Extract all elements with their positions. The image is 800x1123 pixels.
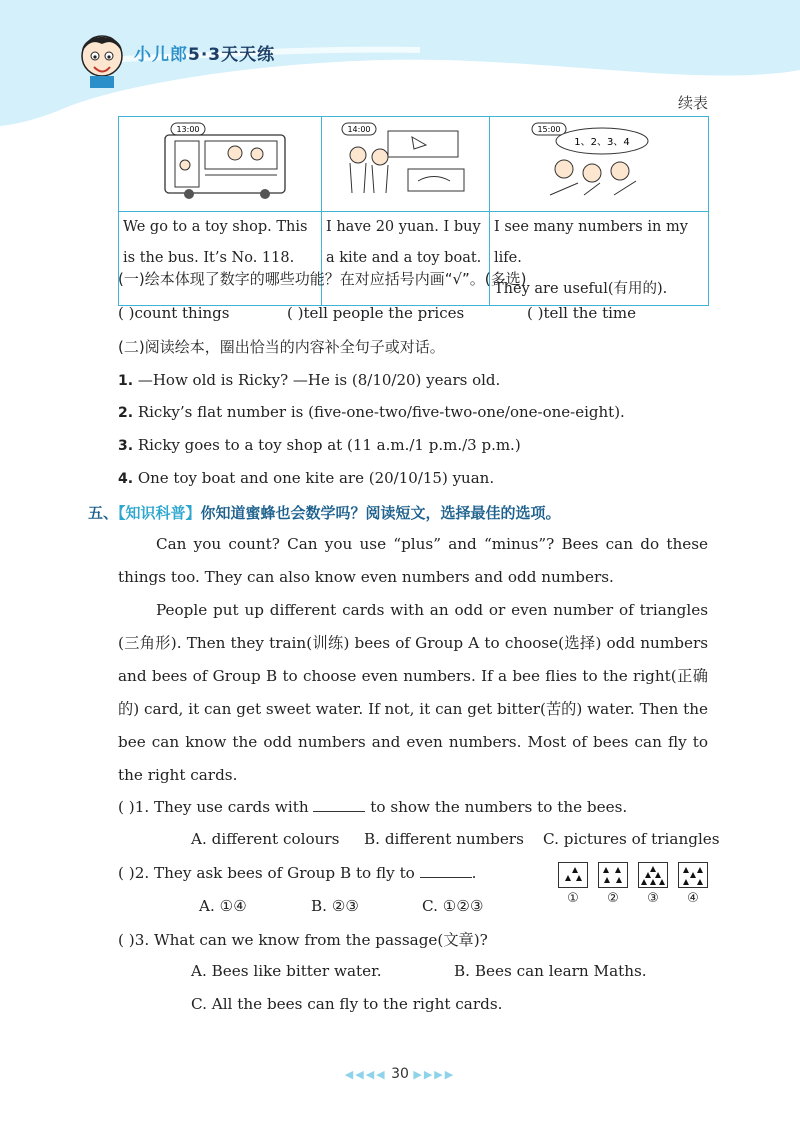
triangle-card-2 [598, 862, 628, 888]
bus-illustration-icon [119, 117, 322, 199]
option-count-things[interactable]: ( )count things [118, 304, 230, 322]
answer-bracket[interactable]: ( ) [118, 864, 135, 882]
triangle-card-1 [558, 862, 588, 888]
passage [118, 528, 708, 792]
toy-shop-illustration-icon [322, 117, 490, 199]
card-label-1: ① [567, 891, 579, 906]
story-text-3-line-2: They are useful(有用的). [494, 281, 668, 297]
section-number: 五、 [88, 504, 119, 522]
card-label-4: ④ [687, 891, 699, 906]
part2-question-4 [118, 467, 494, 490]
numbers-illustration-icon [490, 117, 709, 199]
q1-option-c[interactable]: C. pictures of triangles [543, 830, 720, 848]
q3-option-c[interactable]: C. All the bees can fly to the right cards. [191, 995, 503, 1013]
section-instruction: 你知道蜜蜂也会数学吗？阅读短文，选择最佳的选项。 [200, 504, 561, 522]
question-3 [118, 929, 488, 950]
q1-option-b[interactable]: B. different numbers [364, 830, 524, 848]
q2-option-c[interactable]: C. ①②③ [422, 897, 484, 915]
part2-question-3 [118, 434, 521, 457]
story-text-1 [119, 212, 322, 306]
question-2-end: . [471, 864, 477, 882]
story-text-3-line-1: I see many numbers in my life. [494, 219, 688, 266]
part1-instruction: (一)绘本体现了数字的哪些功能？在对应括号内画“√”。(多选) [118, 270, 527, 288]
part2-instruction: (二)阅读绘本，圈出恰当的内容补全句子或对话。 [118, 338, 445, 356]
passage-paragraph-2: People put up different cards with an odd or even number of triangles (三角形). Then they train(训练) bees of Group A to choose(选择) odd numbers and bees of Group B to choose even numbers. If a bee flies to the right(正确的) card, it can get sweet water. If not, it can get bitter(苦的) water. Then the bee can know the odd numbers and even numbers. Most of bees can fly to the right cards. [118, 601, 708, 784]
three-triangles-icon [559, 863, 587, 887]
triangle-card-4 [678, 862, 708, 888]
q2-option-a[interactable]: A. ①④ [199, 897, 247, 915]
four-triangles-icon [599, 863, 627, 887]
story-text-2-line-1: I have 20 yuan. I buy [326, 219, 481, 235]
option-tell-prices[interactable]: ( )tell people the prices [287, 304, 465, 322]
question-1-stem-start: 1. They use cards with [134, 798, 314, 816]
question-number: 4. [118, 471, 134, 487]
time-label-2: 14:00 [347, 125, 371, 134]
question-number: 2. [118, 405, 134, 421]
passage-paragraph-1: Can you count? Can you use “plus” and “minus”? Bees can do these things too. They can also know even numbers and odd numbers. [118, 535, 708, 586]
story-text-2 [322, 212, 490, 306]
story-text-1-line-2: is the bus. It’s No. 118. [123, 250, 295, 266]
question-1-stem-end: to show the numbers to the bees. [365, 798, 628, 816]
q3-option-b[interactable]: B. Bees can learn Maths. [454, 962, 647, 980]
question-text[interactable]: Ricky goes to a toy shop at (11 a.m./1 p.m./3 p.m.) [133, 436, 521, 454]
story-text-3 [490, 212, 709, 306]
page-number: 30 [391, 1066, 409, 1082]
q2-option-b[interactable]: B. ②③ [311, 897, 360, 915]
card-label-2: ② [607, 891, 619, 906]
right-arrows-icon: ▶▶▶▶ [413, 1068, 456, 1081]
story-picture-bus [119, 117, 322, 212]
time-label-1: 13:00 [176, 125, 200, 134]
question-3-stem: 3. What can we know from the passage(文章)? [134, 931, 488, 949]
question-text[interactable]: One toy boat and one kite are (20/10/15) yuan. [133, 469, 495, 487]
question-1 [118, 797, 627, 816]
brand-title [134, 40, 275, 65]
section-5-title [88, 502, 561, 523]
part2-question-1 [118, 369, 500, 392]
answer-bracket[interactable]: ( ) [118, 798, 135, 816]
answer-blank[interactable] [420, 863, 472, 878]
question-text[interactable]: Ricky’s flat number is (five-one-two/five-two-one/one-one-eight). [133, 403, 625, 421]
option-tell-time[interactable]: ( )tell the time [527, 304, 636, 322]
triangle-card-3 [638, 862, 668, 888]
answer-bracket[interactable]: ( ) [118, 931, 135, 949]
time-label-3: 15:00 [537, 125, 561, 134]
story-text-2-line-2: a kite and a toy boat. [326, 250, 482, 266]
page-footer [0, 1066, 800, 1082]
story-text-1-line-1: We go to a toy shop. This [123, 219, 308, 235]
brand-name: 小儿郎 [134, 45, 188, 65]
part2-question-2 [118, 401, 625, 424]
question-text[interactable]: —How old is Ricky? —He is (8/10/20) years old. [133, 371, 501, 389]
five-triangles-icon [679, 863, 707, 887]
left-arrows-icon: ◀◀◀◀ [344, 1068, 387, 1081]
question-number: 3. [118, 438, 134, 454]
answer-blank[interactable] [313, 797, 365, 812]
mascot-boy-icon [74, 26, 130, 90]
card-label-3: ③ [647, 891, 659, 906]
thought-bubble-text: 1、2、3、4 [574, 137, 630, 148]
continued-label: 续表 [677, 94, 708, 112]
story-picture-numbers [490, 117, 709, 212]
brand-series: 5·3天天练 [188, 45, 276, 65]
question-2-stem: 2. They ask bees of Group B to fly to [134, 864, 420, 882]
q1-option-a[interactable]: A. different colours [191, 830, 340, 848]
six-triangles-icon [639, 863, 667, 887]
section-tag: 【知识科普】 [118, 504, 201, 522]
story-picture-shop [322, 117, 490, 212]
question-number: 1. [118, 373, 134, 389]
q3-option-a[interactable]: A. Bees like bitter water. [191, 962, 382, 980]
question-2 [118, 863, 476, 882]
